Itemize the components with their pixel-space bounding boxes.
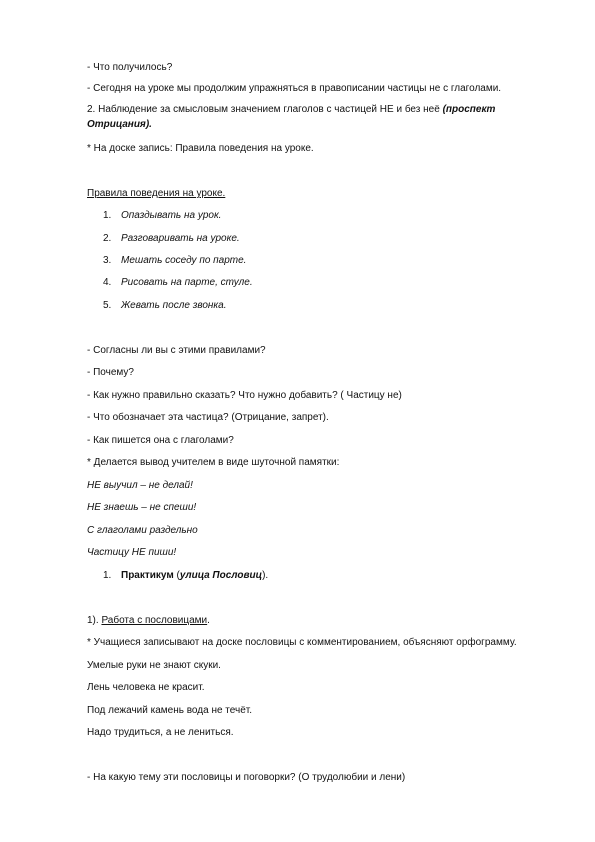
section-note: * Учащиеся записывают на доске пословицы с комментированием, объясняют орфограмму.	[87, 637, 517, 648]
question-why: - Почему?	[87, 367, 134, 378]
memo-line: С глаголами раздельно	[87, 525, 198, 536]
observation-text: 2. Наблюдение за смысловым значением глаголов с частицей НЕ и без неё	[87, 104, 443, 115]
proverb: Лень человека не красит.	[87, 682, 205, 693]
list-item-number: 2.	[103, 233, 112, 244]
line-what-happened: - Что получилось?	[87, 62, 173, 73]
proverb: Умелые руки не знают скуки.	[87, 660, 221, 671]
section-title: Работа с пословицами	[101, 615, 208, 626]
list-item: Мешать соседу по парте.	[121, 255, 247, 266]
question-how-say: - Как нужно правильно сказать? Что нужно добавить? ( Частицу не)	[87, 390, 402, 401]
memo-line: Частицу НЕ пиши!	[87, 547, 177, 558]
proverb: Под лежачий камень вода не течёт.	[87, 705, 253, 716]
memo-line: НЕ знаешь – не спеши!	[87, 502, 197, 513]
section-dot: .	[207, 615, 210, 626]
list-item-number: 4.	[103, 277, 112, 288]
question-agree: - Согласны ли вы с этими правилами?	[87, 345, 266, 356]
line-today-lesson: - Сегодня на уроке мы продолжим упражняться в правописании частицы не с глаголами.	[87, 83, 502, 94]
section-prefix: 1).	[87, 615, 102, 626]
section-heading	[87, 615, 210, 627]
practice-street: улица Пословиц	[179, 570, 263, 581]
list-item-number: 1.	[103, 210, 112, 221]
observation-bold: (проспект	[442, 104, 496, 115]
practice-close: ).	[262, 570, 269, 581]
proverb: Надо трудиться, а не лениться.	[87, 727, 234, 738]
list-item: Рисовать на парте, стуле.	[121, 277, 253, 288]
practice-label: Практикум	[121, 570, 174, 581]
list-item: Жевать после звонка.	[121, 300, 227, 311]
observation-bold-cont: Отрицания).	[87, 119, 152, 130]
final-question: - На какую тему эти пословицы и поговорки? (О трудолюбии и лени)	[87, 772, 406, 783]
practice-number: 1.	[103, 570, 112, 581]
line-board-note: * На доске запись: Правила поведения на уроке.	[87, 143, 314, 154]
question-spelling: - Как пишется она с глаголами?	[87, 435, 234, 446]
list-item-number: 5.	[103, 300, 112, 311]
line-observation	[87, 104, 495, 116]
memo-line: НЕ выучил – не делай!	[87, 480, 193, 491]
question-meaning: - Что обозначает эта частица? (Отрицание, запрет).	[87, 412, 329, 423]
practice-open: (	[173, 570, 180, 581]
list-item-number: 3.	[103, 255, 112, 266]
list-item: Опаздывать на урок.	[121, 210, 222, 221]
list-item: Разговаривать на уроке.	[121, 233, 240, 244]
rules-title: Правила поведения на уроке.	[87, 188, 226, 199]
practice-heading	[121, 570, 268, 582]
teacher-conclusion: * Делается вывод учителем в виде шуточной памятки:	[87, 457, 340, 468]
